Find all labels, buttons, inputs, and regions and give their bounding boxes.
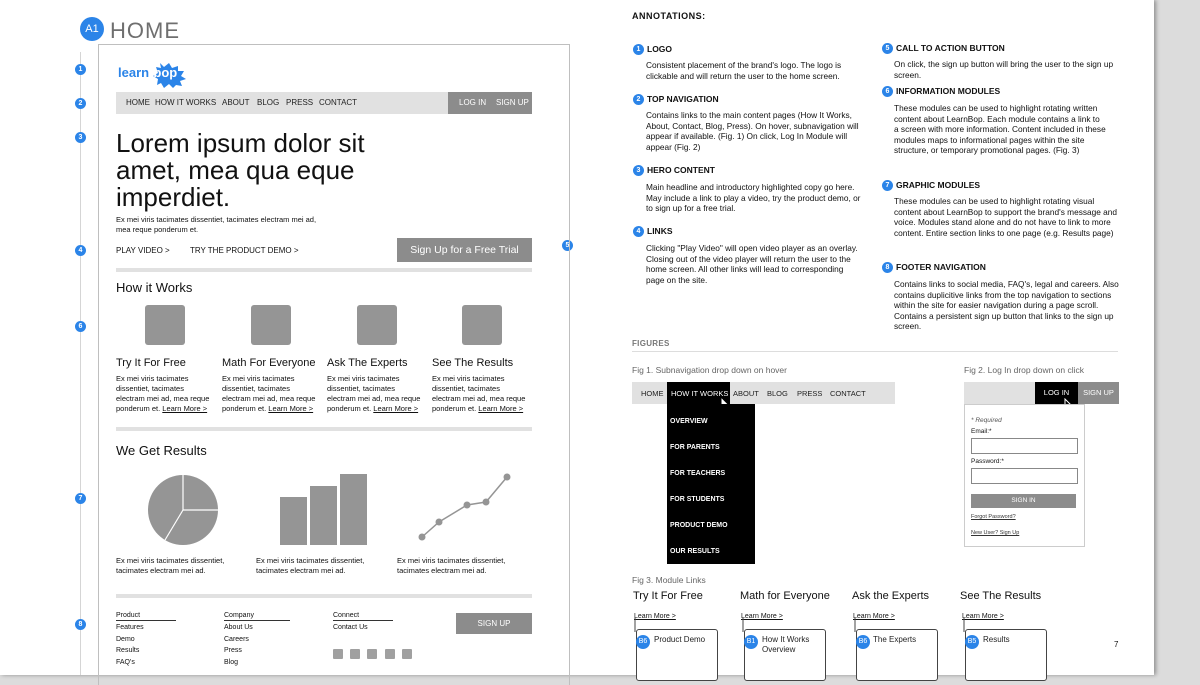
email-icon[interactable] [333,649,343,659]
linkedin-icon[interactable] [402,649,412,659]
figures-heading: FIGURES [632,339,670,348]
module-image-placeholder [251,305,291,345]
marker-7: 7 [75,493,86,504]
annotation-text: Main headline and introductory highlighted copy go here. May include a link to play a video, try the product demo, or to sign up for a free trial. [646,182,861,214]
page-number: 7 [1114,640,1119,649]
graphic-caption: Ex mei viris tacimates dissentiet, tacimates electram mei ad. [397,556,506,575]
module-learn-more-link[interactable]: Learn More > [373,404,419,413]
play-video-link[interactable]: PLAY VIDEO > [116,246,170,255]
password-label: Password:* [971,458,1004,465]
annotation-marker: 5 [882,43,893,54]
fig3-page-badge: B6 [856,635,870,649]
annotation-text: These modules can be used to highlight rotating written content about LearnBop. Each module contains a link to a screen with more information. Content included in these modules maps to informational pages within the site structure, or temporary promotional pages. (Fig. 3) [894,103,1106,156]
nav-how-it-works[interactable]: HOW IT WORKS [155,98,217,107]
annotation-marker: 3 [633,165,644,176]
fig3-learn-more-link[interactable]: Learn More > [853,613,895,620]
annotation-title: LOGO [647,44,673,54]
graphic-caption: Ex mei viris tacimates dissentiet, tacimates electram mei ad. [116,556,225,575]
marker-2: 2 [75,98,86,109]
fig2-login-button[interactable]: LOG IN [1035,382,1078,404]
nav-account-buttons [448,92,532,114]
fig2-signup-button[interactable]: SIGN UP [1078,382,1119,404]
free-trial-button[interactable]: Sign Up for a Free Trial [397,238,532,262]
submenu-item[interactable]: FOR PARENTS [670,444,720,451]
annotation-text: Clicking "Play Video" will open video player as an overlay. Closing out of the video player will return the user to the home screen. All other links will lead to corresponding page on the site. [646,243,858,285]
password-field[interactable] [971,468,1078,484]
marker-3: 3 [75,132,86,143]
nav-about[interactable]: ABOUT [222,98,250,107]
fig1-nav-blog[interactable]: BLOG [767,389,788,398]
fig2-caption: Fig 2. Log In drop down on click [964,365,1085,375]
marker-line [80,52,81,675]
section-divider [116,268,532,272]
logo-text: learn:bop [118,65,178,80]
signup-nav-button[interactable]: SIGN UP [496,98,529,107]
forgot-password-link[interactable]: Forgot Password? [971,514,1016,520]
module-text: Ex mei viris tacimates dissentiet, tacimates electram mei ad, mea reque ponderum et. Learn More > [116,374,210,413]
footer-link[interactable]: About Us [224,624,253,631]
figures-divider [632,351,1118,352]
page-title: HOME [110,18,180,43]
footer-signup-button[interactable]: SIGN UP [456,613,532,634]
bar-chart-icon [280,473,370,545]
submenu-item[interactable]: OVERVIEW [670,418,708,425]
pinterest-icon[interactable] [385,649,395,659]
module-image-placeholder [462,305,502,345]
annotation-marker: 6 [882,86,893,97]
nav-press[interactable]: PRESS [286,98,314,107]
top-navigation [116,92,532,114]
module-title: Math For Everyone [222,357,316,369]
new-user-signup-link[interactable]: New User? Sign Up [971,530,1020,536]
marker-4: 4 [75,245,86,256]
fig3-learn-more-link[interactable]: Learn More > [962,613,1004,620]
login-dropdown [964,404,1085,547]
module-learn-more-link[interactable]: Learn More > [478,404,524,413]
module-text: Ex mei viris tacimates dissentiet, tacimates electram mei ad, mea reque ponderum et. Learn More > [432,374,526,413]
footer-heading-product: Product [116,612,176,621]
graphic-caption: Ex mei viris tacimates dissentiet, tacimates electram mei ad. [256,556,365,575]
fig1-nav-home[interactable]: HOME [641,389,664,398]
module-learn-more-link[interactable]: Learn More > [162,404,208,413]
email-field[interactable] [971,438,1078,454]
section-divider [116,594,532,598]
annotation-title: GRAPHIC MODULES [896,180,981,190]
annotation-text: Contains links to the main content pages (How It Works, About, Contact, Blog, Press). On hover, subnavigation will appear if available. (Fig. 1) On click, Log In Module will appear (Fig. 2) [646,110,859,152]
hero-subtext: Ex mei viris tacimates dissentiet, tacimates electram mei ad, mea reque ponderum et. [116,215,317,234]
annotation-marker: 8 [882,262,893,273]
fig3-card-label: How It Works Overview [762,635,810,654]
module-image-placeholder [145,305,185,345]
annotations-heading: ANNOTATIONS: [632,11,706,21]
how-it-works-title: How it Works [116,280,193,295]
annotation-marker: 1 [633,44,644,55]
fig2-navigation [964,382,1119,404]
fig3-learn-more-link[interactable]: Learn More > [634,613,676,620]
annotation-title: HERO CONTENT [647,165,715,175]
footer-heading-connect: Connect [333,612,393,621]
module-text: Ex mei viris tacimates dissentiet, tacimates electram mei ad, mea reque ponderum et. Learn More > [222,374,316,413]
logo[interactable] [118,60,198,93]
fig3-card-label: The Experts [873,635,917,644]
module-title: Ask The Experts [327,357,408,369]
product-demo-link[interactable]: TRY THE PRODUCT DEMO > [190,246,299,255]
annotation-title: CALL TO ACTION BUTTON [896,43,1005,53]
annotation-marker: 2 [633,94,644,105]
fig1-submenu [667,404,755,564]
footer-link[interactable]: Blog [224,659,239,666]
nav-contact[interactable]: CONTACT [319,98,358,107]
footer-link[interactable]: Results [116,647,140,654]
fig3-page-badge: B6 [636,635,650,649]
annotation-text: These modules can be used to highlight rotating visual content about LearnBop to support the brand's message and voice. Modules stand alone and do not have to link to more content. Entire section links to one page (e.g. Results page) [894,196,1117,238]
fig1-nav-press[interactable]: PRESS [797,389,823,398]
annotation-title: INFORMATION MODULES [896,86,1001,96]
footer-link[interactable]: Demo [116,636,135,643]
fig1-caption: Fig 1. Subnavigation drop down on hover [632,365,787,375]
fig3-module-title: See The Results [960,590,1042,602]
annotation-text: Consistent placement of the brand's logo. The logo is clickable and will return the user to the home screen. [646,60,842,81]
footer-link[interactable]: Features [116,624,144,631]
annotation-title: LINKS [647,226,673,236]
fig1-nav-about[interactable]: ABOUT [733,389,759,398]
annotation-title: FOOTER NAVIGATION [896,262,986,272]
marker-1: 1 [75,64,86,75]
annotation-marker: 4 [633,226,644,237]
fig1-nav-how-it-works[interactable]: HOW IT WORKS [671,389,729,398]
footer-link[interactable]: Contact Us [333,624,368,631]
annotation-text: Contains links to social media, FAQ's, legal and careers. Also contains duplicitive links from the top navigation to sections within the site for easier navigation during a page scroll. Contains a persistent sign up button that links to the sign up screen. [894,279,1119,332]
sign-in-button[interactable]: SIGN IN [971,494,1076,508]
submenu-item[interactable]: FOR STUDENTS [670,496,725,503]
module-text: Ex mei viris tacimates dissentiet, tacimates electram mei ad, mea reque ponderum et. Learn More > [327,374,421,413]
module-title: Try It For Free [116,357,186,369]
nav-home[interactable]: HOME [126,98,150,107]
fig3-module-title: Math for Everyone [740,590,830,602]
module-learn-more-link[interactable]: Learn More > [268,404,314,413]
fig3-learn-more-link[interactable]: Learn More > [741,613,783,620]
annotation-text: On click, the sign up button will bring the user to the sign up screen. [894,59,1114,80]
annotation-marker: 7 [882,180,893,191]
login-button[interactable]: LOG IN [459,98,487,107]
fig3-card-label: Product Demo [654,635,706,644]
nav-blog[interactable]: BLOG [257,98,280,107]
marker-6: 6 [75,321,86,332]
submenu-item[interactable]: PRODUCT DEMO [670,522,728,529]
hero-headline: Lorem ipsum dolor sit amet, mea qua eque imperdiet. [116,128,365,212]
module-image-placeholder [357,305,397,345]
marker-8: 8 [75,619,86,630]
footer-link[interactable]: FAQ's [116,659,135,666]
fig3-module-title: Ask the Experts [852,590,930,602]
fig3-page-badge: B1 [744,635,758,649]
fig3-card-label: Results [983,635,1010,644]
footer-heading-company: Company [224,612,290,621]
submenu-item[interactable]: OUR RESULTS [670,548,720,555]
fig3-caption: Fig 3. Module Links [632,575,706,585]
facebook-icon[interactable] [367,649,377,659]
submenu-item[interactable]: FOR TEACHERS [670,470,726,477]
marker-5: 5 [562,240,573,251]
footer-link[interactable]: Press [224,647,242,654]
twitter-icon[interactable] [350,649,360,659]
annotation-title: TOP NAVIGATION [647,94,719,104]
module-title: See The Results [432,357,514,369]
section-divider [116,427,532,431]
fig3-module-title: Try It For Free [633,590,703,602]
email-label: Email:* [971,428,992,435]
fig3-page-badge: B5 [965,635,979,649]
required-note: * Required [971,417,1002,424]
line-chart-icon [416,471,514,545]
footer-link[interactable]: Careers [224,636,249,643]
results-title: We Get Results [116,443,207,458]
pie-chart-icon [145,473,221,545]
fig1-nav-contact[interactable]: CONTACT [830,389,866,398]
page-badge: A1 [80,17,104,41]
fig1-navigation [632,382,895,404]
